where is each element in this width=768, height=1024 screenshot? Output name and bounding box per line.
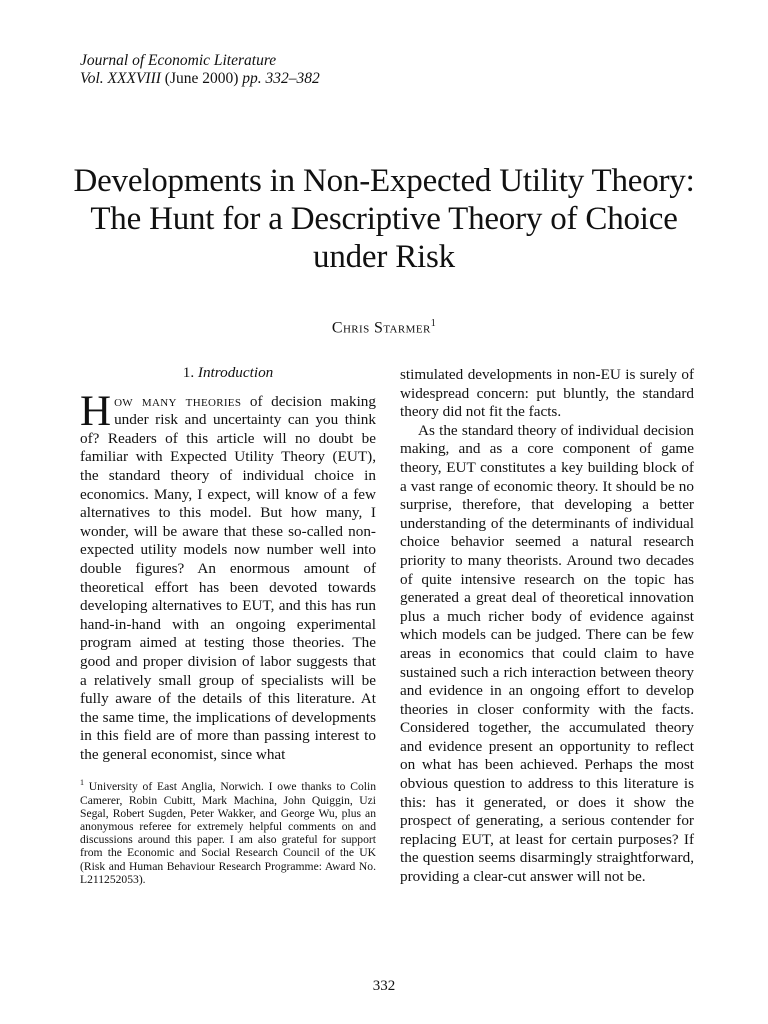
author-line (0, 318, 768, 337)
volume-prefix: Vol. XXXVIII (80, 70, 165, 87)
journal-name: Journal of Economic Literature (80, 52, 277, 69)
footnote-mark: 1 (80, 778, 84, 788)
left-column (80, 364, 376, 886)
volume-date: (June 2000) (164, 70, 239, 87)
footnote (80, 776, 376, 885)
section-heading (80, 364, 376, 383)
section-number: 1. (182, 364, 195, 381)
volume-pages: pp. 332–382 (238, 70, 320, 87)
author-name: Chris Starmer (331, 319, 431, 337)
drop-cap: H (80, 387, 112, 435)
paragraph-2: As the standard theory of individual decision making, and as a core component of game theory, EUT constitutes a key building block of a vast range of economic theory. It should be no surprise, therefore, that developing a better understanding of the determinants of individual choice behavior seemed a natural research priority to many theorists. Around two decades of quite intensive research on the topic has generated a great deal of theoretical innovation plus a much richer body of evidence against which models can be judged. There can be few areas in economics that could claim to have sustained such a rich interaction between theory and evidence in an ongoing effort to develop theories in closer conformity with the facts. Considered together, the accumulated theory and evidence present an opportunity to reflect on what has been achieved. Perhaps the most obvious question to address to this literature is this: has it generated, or does it show the prospect of generating, a serious contender for replacing EUT, at least for certain purposes? If the question seems disarmingly straightforward, providing a clear-cut answer will not be. (400, 421, 694, 886)
paragraph-1-continued: stimulated developments in non-EU is surely of widespread concern: put bluntly, the standard theory did not fit the facts. (400, 366, 694, 421)
journal-volume (80, 70, 320, 88)
author-footnote-mark: 1 (430, 318, 437, 329)
journal-header (80, 52, 320, 88)
paragraph-1 (80, 387, 376, 765)
footnote-text: University of East Anglia, Norwich. I owe thanks to Colin Camerer, Robin Cubitt, Mark Machina, John Quiggin, Uzi Segal, Robert Sugden, Peter Wakker, and George Wu, plus an anonymous referee for extremely helpful comments on and discussions around this paper. I am also grateful for support from the Economic and Social Research Council of the UK (Risk and Human Behaviour Research Programme: Award No. L211252053). (80, 780, 376, 886)
page-number: 332 (372, 978, 396, 994)
paragraph-1-text: of decision making under risk and uncertainty can you think of? Readers of this article will no doubt be familiar with Expected Utility Theory (EUT), the standard theory of individual choice in economics. Many, I expect, will know of a few alternatives to this model. But how many, I wonder, will be aware that these so-called non-expected utility models now number well into double figures? An enormous amount of theoretical effort has been devoted towards developing alternatives to EUT, and this has run hand-in-hand with an ongoing experimental program aimed at testing those theories. The good and proper division of labor suggests that a relatively small group of specialists will be fully aware of the details of this literature. At the same time, the implications of developments in this field are of more than passing interest to the general economist, since what (80, 392, 376, 763)
lead-in-smallcaps: ow many theories (114, 392, 242, 410)
right-column (400, 366, 694, 887)
section-title: Introduction (197, 364, 274, 381)
article-title: Developments in Non-Expected Utility Theory: The Hunt for a Descriptive Theory of Choice under Risk (73, 163, 695, 275)
